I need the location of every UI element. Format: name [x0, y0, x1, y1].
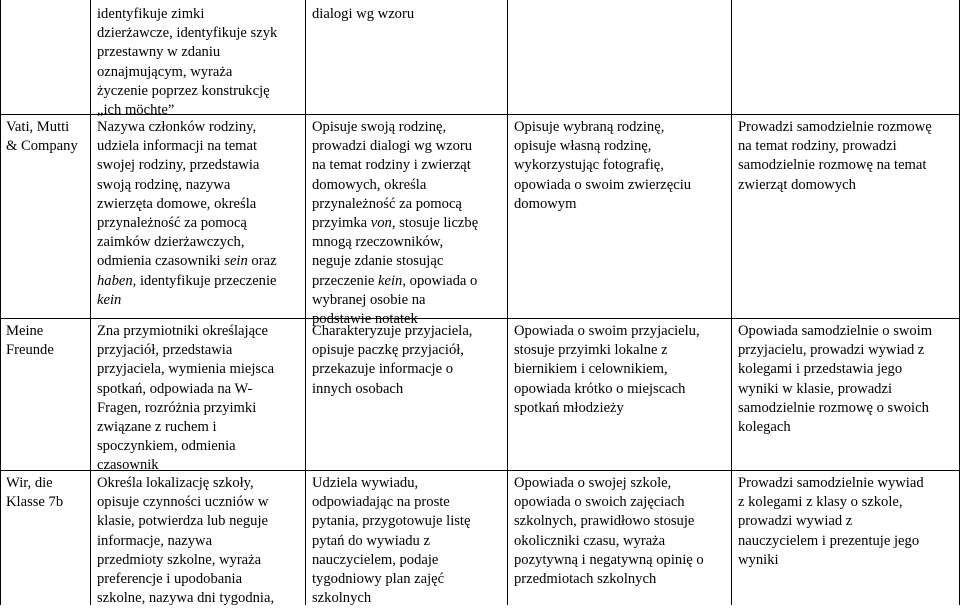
row3-col2-text: Udziela wywiadu, odpowiadając na proste pytania, przygotowuje listę pytań do wywiadu z nauczycielem, podaje tygodniowy plan zajęć szkolnych [312, 475, 471, 607]
row3-col1-text: Określa lokalizację szkoły, opisuje czynności uczniów w klasie, potwierdza lub neguje informacje, nazywa przedmioty szkolne, wyraża preferencje i upodobania szkolne, nazywa dni tygodnia, [97, 475, 275, 607]
row3-topic: Wir, die Klasse 7b [6, 475, 64, 511]
row1-col4-text: Prowadzi samodzielnie rozmowę na temat rodziny, prowadzi samodzielnie rozmowę na temat zwierząt domowych [738, 119, 932, 193]
row2-topic: Meine Freunde [6, 323, 54, 359]
row2-col3-text: Opowiada o swoim przyjacielu, stosuje przyimki lokalne z biernikiem i celownikiem, opowiada krótko o miejscach spotkań młodzieży [514, 323, 700, 416]
row0-col1-text: identyfikuje zimki dzierżawcze, identyfikuje szyk przestawny w zdaniu oznajmującym, wyraża życzenie poprzez konstrukcję „ich möchte” [97, 6, 278, 119]
row1-topic: Vati, Mutti & Company [6, 119, 78, 155]
row3-col4-text: Prowadzi samodzielnie wywiad z kolegami z klasy o szkole, prowadzi wywiad z nauczycielem i prezentuje jego wyniki [738, 475, 924, 568]
row2-col4-text: Opowiada samodzielnie o swoim przyjacielu, prowadzi wywiad z kolegami i przedstawia jego wyniki w klasie, prowadzi samodzielnie rozmowę o swoich kolegach [738, 323, 933, 436]
row1-col3-text: Opisuje wybraną rodzinę, opisuje własną rodzinę, wykorzystując fotografię, opowiada o swoim zwierzęciu domowym [514, 119, 692, 212]
row0-col2-text: dialogi wg wzoru [312, 6, 415, 22]
row1-col2-text: Opisuje swoją rodzinę, prowadzi dialogi wg wzoru na temat rodziny i zwierząt domowych, określa przynależność za pomocą przyimka von, stosuje liczbę mnogą rzeczowników, neguje zdanie stosując przeczenie kein, opowiada o wybranej osobie na podstawie notatek [312, 119, 479, 328]
row3-col3-text: Opowiada o swojej szkole, opowiada o swoich zajęciach szkolnych, prawidłowo stosuje okoliczniki czasu, wyraża pozytywną i negatywną opinię o przedmiotach szkolnych [514, 475, 704, 588]
row1-col1-text: Nazywa członków rodziny, udziela informacji na temat swojej rodziny, przedstawia swoją rodzinę, nazywa zwierzęta domowe, określa przynależność za pomocą zaimków dzierżawczych, odmienia czasowniki sein oraz haben, identyfikuje przeczenie kein [97, 119, 277, 308]
row2-col1-text: Zna przymiotniki określające przyjaciół, przedstawia przyjaciela, wymienia miejsca spotkań, odpowiada na W- Fragen, rozróżnia przyimki związane z ruchem i spoczynkiem, odmienia czasownik [97, 323, 275, 474]
row2-col2-text: Charakteryzuje przyjaciela, opisuje paczkę przyjaciół, przekazuje informacje o innych osobach [312, 323, 473, 397]
